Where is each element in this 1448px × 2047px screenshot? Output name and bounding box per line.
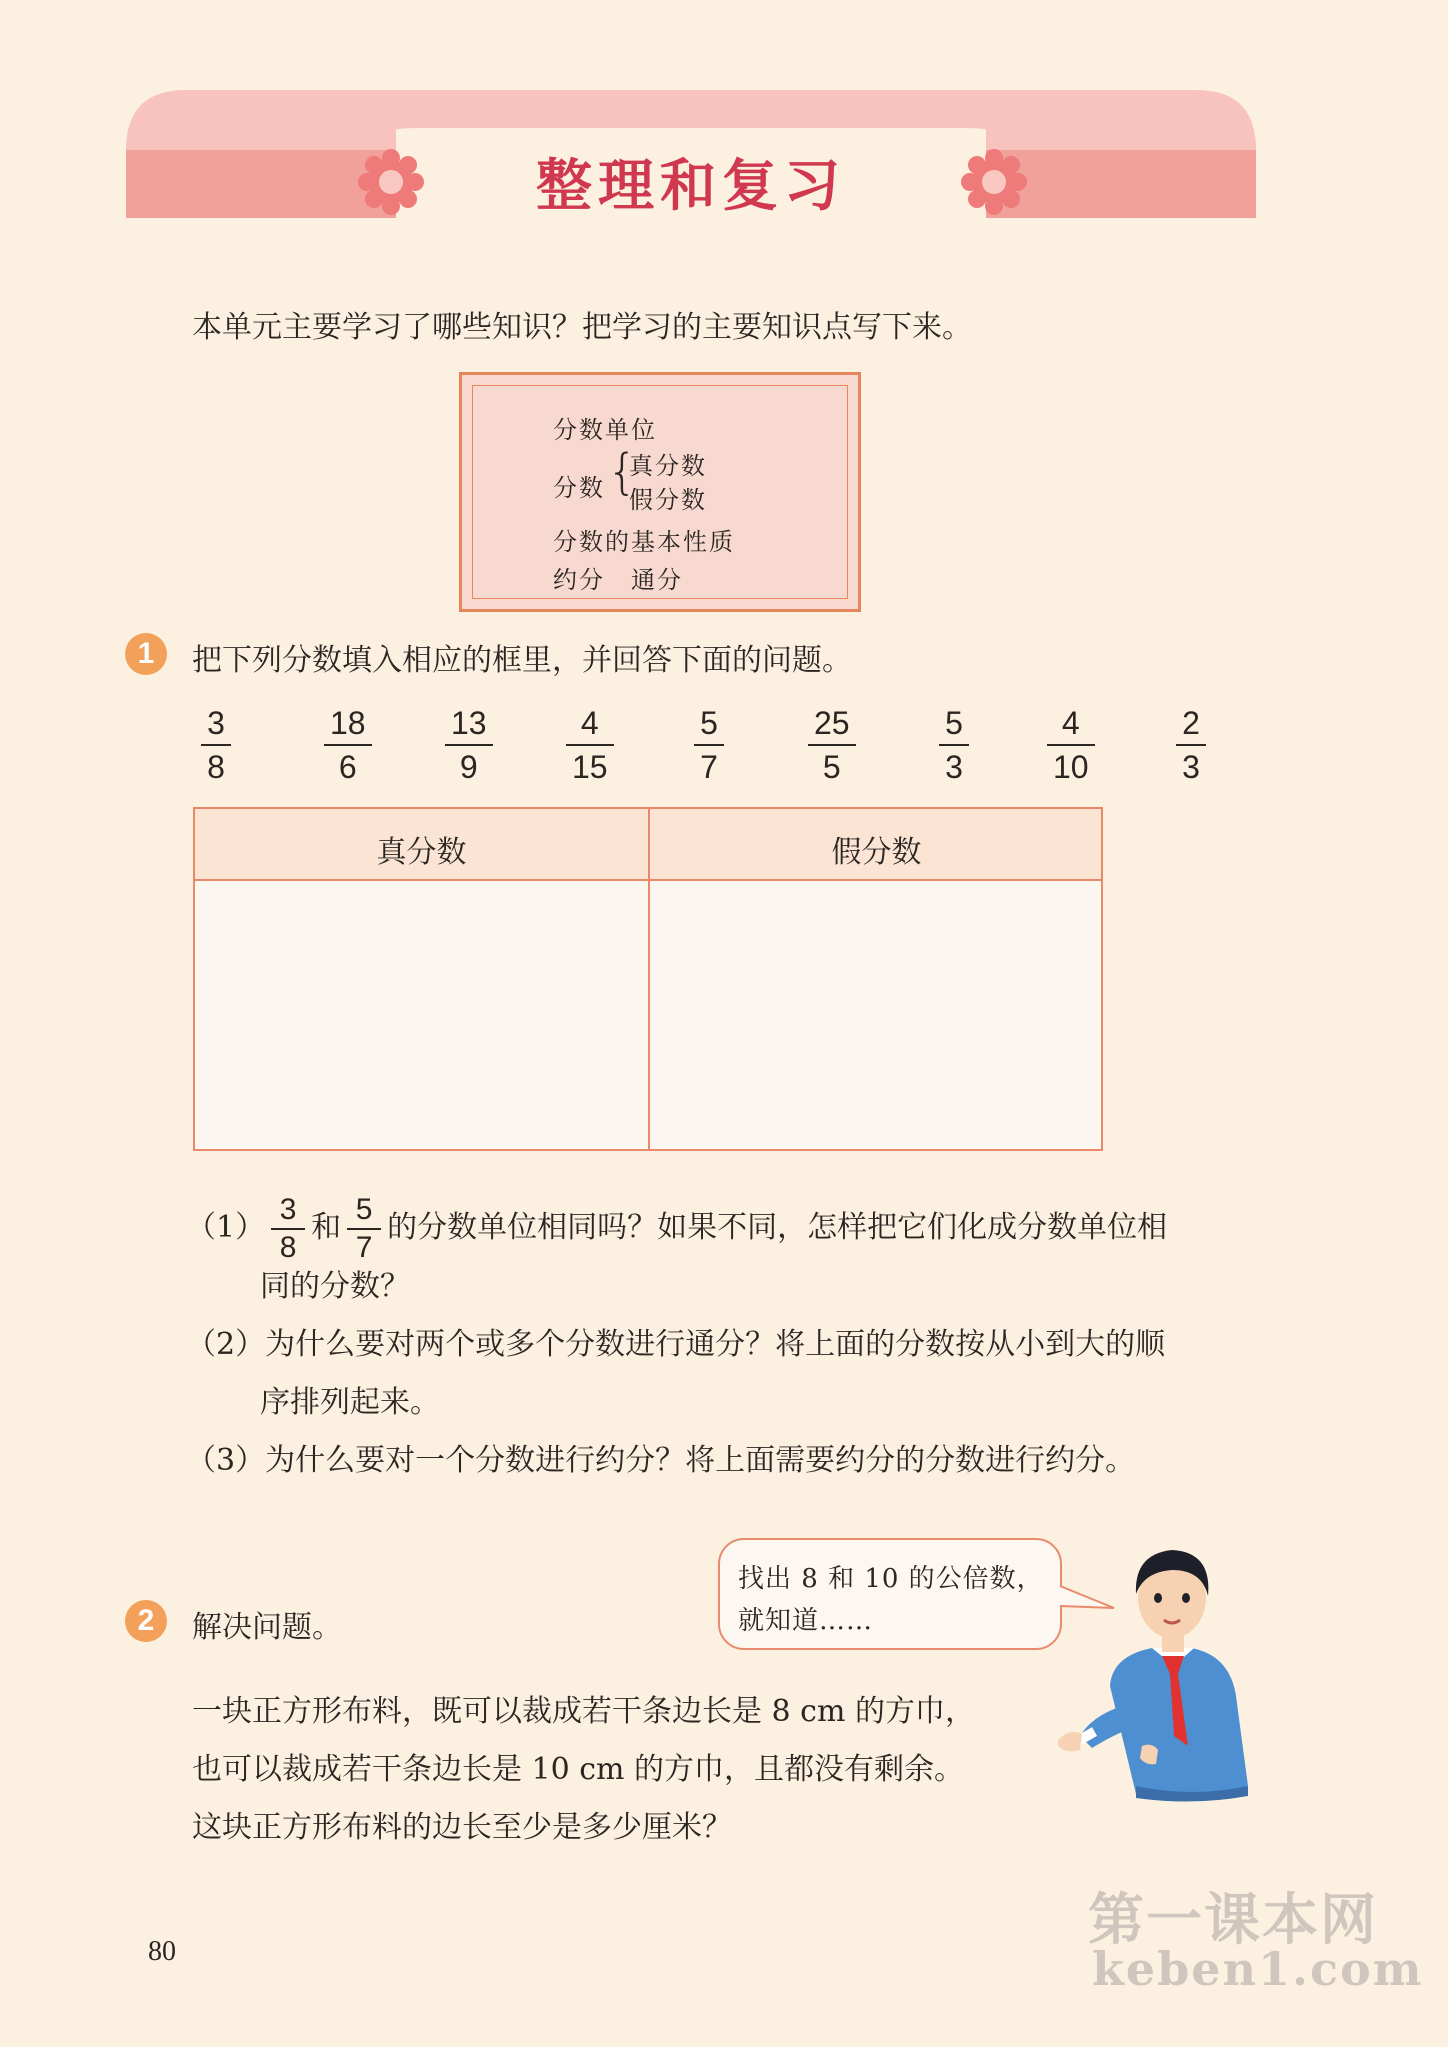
knowledge-item: 真分数 xyxy=(629,452,707,480)
inline-fraction: $\frac{5}{7}$ xyxy=(347,1194,381,1264)
sub-label: （2） xyxy=(186,1327,266,1362)
table-header-proper: 真分数 xyxy=(376,835,467,870)
fraction: 18 6 xyxy=(324,704,372,786)
bubble-line: 找出 8 和 10 的公倍数， xyxy=(738,1564,1044,1594)
question-number-2: 2 xyxy=(125,1600,167,1642)
sub-question-1 xyxy=(186,1194,1266,1264)
table-header-improper: 假分数 xyxy=(831,835,922,870)
inline-fraction: $\frac{3}{8}$ xyxy=(271,1194,305,1264)
fraction-table xyxy=(193,807,1103,1151)
question-number-1: 1 xyxy=(125,633,167,675)
page-number: 80 xyxy=(148,1936,176,1967)
fraction: 4 10 xyxy=(1047,704,1095,786)
sub-question-2-line2: 序排列起来。 xyxy=(260,1385,440,1420)
problem-line: 也可以裁成若干条边长是 10 cm 的方巾，且都没有剩余。 xyxy=(192,1752,965,1787)
fraction: 2 3 xyxy=(1176,704,1206,786)
problem-line: 这块正方形布料的边长至少是多少厘米？ xyxy=(192,1810,732,1845)
sub-label: （1） xyxy=(186,1210,266,1245)
watermark-title: 第一课本网 xyxy=(1088,1888,1378,1953)
knowledge-item: 假分数 xyxy=(629,486,707,514)
knowledge-item: 分数单位 xyxy=(553,416,657,444)
boy-illustration-icon xyxy=(1052,1536,1262,1806)
question-1-text: 把下列分数填入相应的框里，并回答下面的问题。 xyxy=(192,643,852,678)
sub-question-2 xyxy=(186,1316,1165,1374)
problem-line: 一块正方形布料，既可以裁成若干条边长是 8 cm 的方巾， xyxy=(192,1694,975,1729)
sub-text: 的分数单位相同吗？如果不同，怎样把它们化成分数单位相 xyxy=(387,1210,1168,1245)
header-banner xyxy=(126,90,1256,218)
sub-text: 为什么要对两个或多个分数进行通分？将上面的分数按从小到大的顺 xyxy=(265,1327,1166,1362)
speech-bubble xyxy=(718,1538,1062,1650)
sub-question-1-line2: 同的分数？ xyxy=(260,1269,410,1304)
fraction: 25 5 xyxy=(808,704,856,786)
fraction: 13 9 xyxy=(445,704,493,786)
knowledge-item: 分数 xyxy=(553,474,605,502)
knowledge-box xyxy=(459,372,861,612)
sub-label: （3） xyxy=(186,1443,266,1478)
knowledge-item: 分数的基本性质 xyxy=(553,528,735,556)
bubble-line: 就知道…… xyxy=(738,1606,874,1636)
sub-question-3 xyxy=(186,1432,1135,1490)
intro-text: 本单元主要学习了哪些知识？把学习的主要知识点写下来。 xyxy=(192,310,972,345)
knowledge-box-inner xyxy=(472,385,848,599)
sub-text: 和 xyxy=(311,1210,342,1245)
knowledge-item: 约分 通分 xyxy=(553,566,683,594)
fraction: 3 8 xyxy=(201,704,231,786)
fraction: 4 15 xyxy=(566,704,614,786)
question-2-text: 解决问题。 xyxy=(192,1610,342,1645)
fraction: 5 3 xyxy=(939,704,969,786)
page-title: 整理和复习 xyxy=(536,153,846,219)
fraction: 5 7 xyxy=(694,704,724,786)
watermark-url: keben1.com xyxy=(1092,1942,1424,1996)
brace-icon: { xyxy=(607,444,638,500)
sub-text: 为什么要对一个分数进行约分？将上面需要约分的分数进行约分。 xyxy=(265,1443,1136,1478)
